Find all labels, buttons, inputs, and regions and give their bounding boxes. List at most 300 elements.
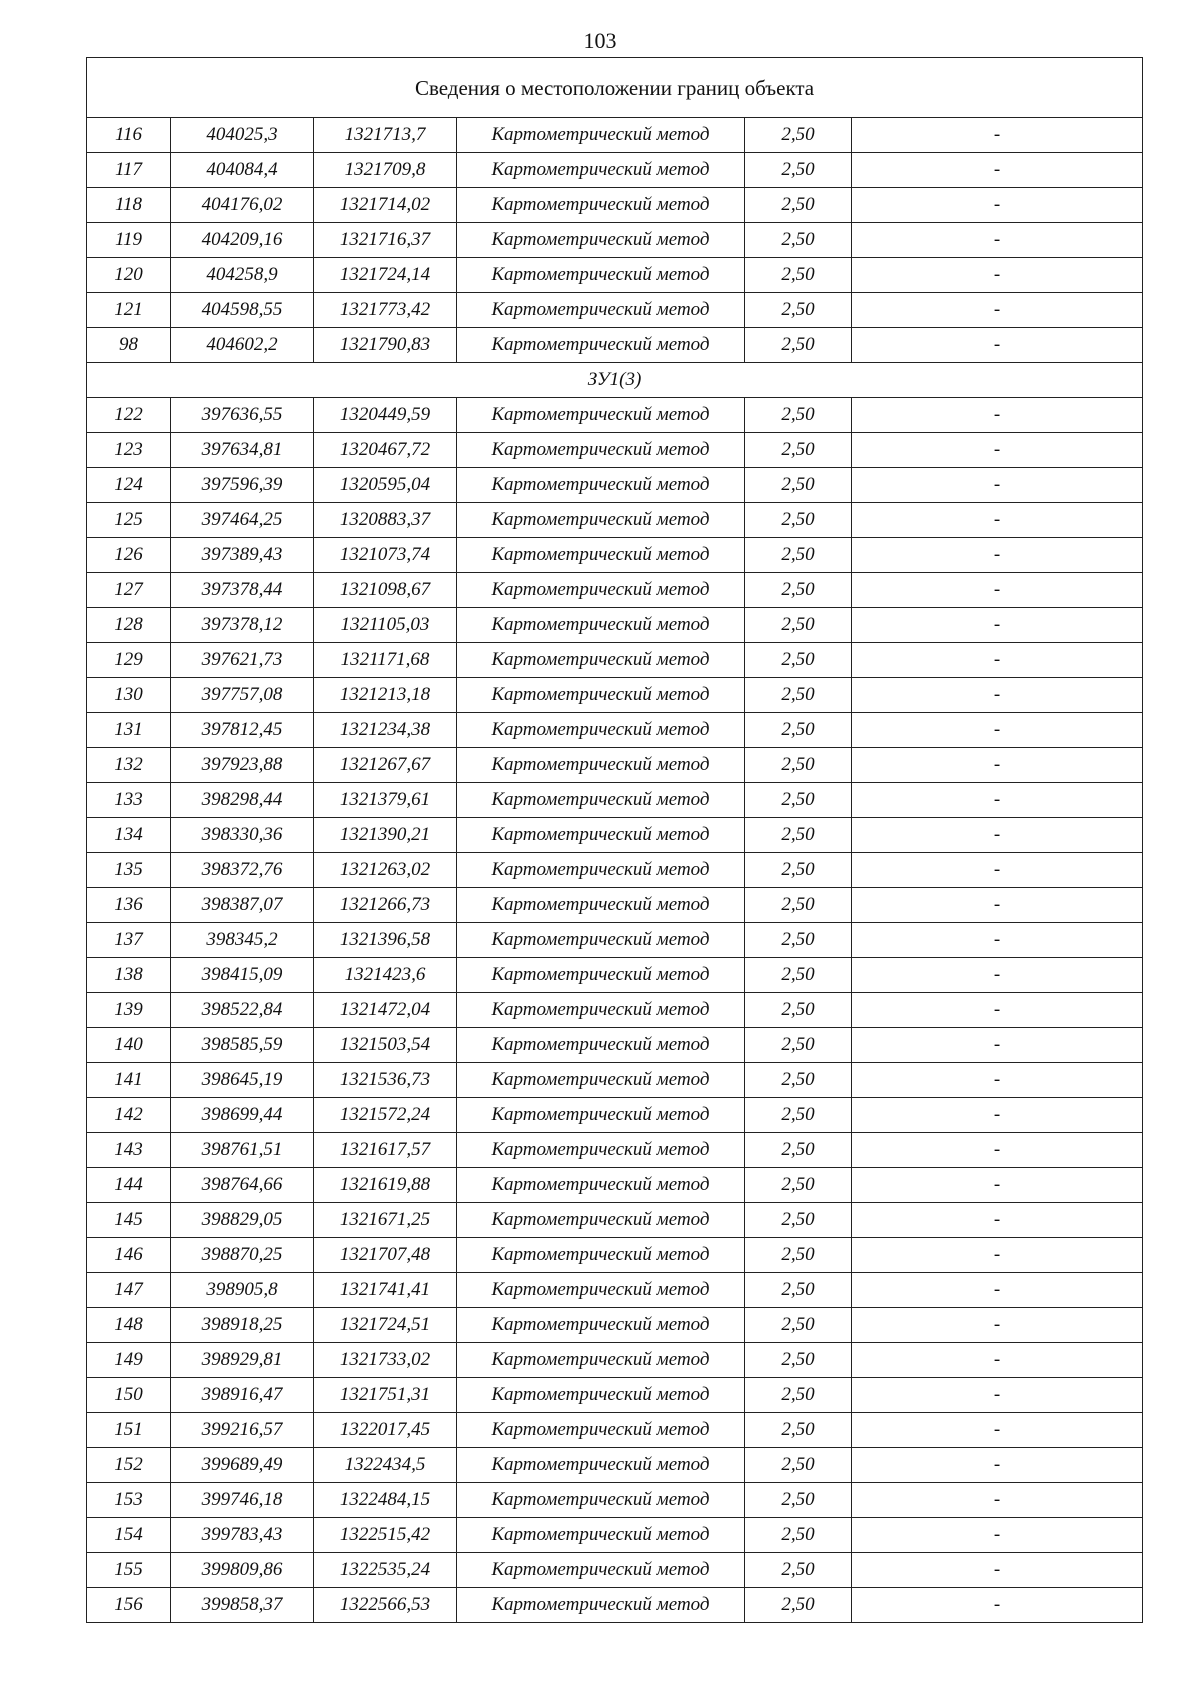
accuracy-cell: 2,50 [745, 1343, 852, 1378]
method-cell: Картометрический метод [457, 923, 745, 958]
x-coordinate-cell: 398929,81 [171, 1343, 314, 1378]
note-cell: - [852, 153, 1143, 188]
x-coordinate-cell: 404258,9 [171, 258, 314, 293]
method-cell: Картометрический метод [457, 1413, 745, 1448]
method-cell: Картометрический метод [457, 888, 745, 923]
point-number-cell: 118 [87, 188, 171, 223]
table-row [87, 1343, 1143, 1378]
x-coordinate-cell: 397389,43 [171, 538, 314, 573]
point-number-cell: 135 [87, 853, 171, 888]
method-cell: Картометрический метод [457, 1378, 745, 1413]
table-row [87, 398, 1143, 433]
note-cell: - [852, 433, 1143, 468]
accuracy-cell: 2,50 [745, 538, 852, 573]
note-cell: - [852, 888, 1143, 923]
y-coordinate-cell: 1321379,61 [314, 783, 457, 818]
accuracy-cell: 2,50 [745, 1203, 852, 1238]
point-number-cell: 123 [87, 433, 171, 468]
accuracy-cell: 2,50 [745, 783, 852, 818]
x-coordinate-cell: 398761,51 [171, 1133, 314, 1168]
table-row [87, 1483, 1143, 1518]
y-coordinate-cell: 1321423,6 [314, 958, 457, 993]
x-coordinate-cell: 404176,02 [171, 188, 314, 223]
method-cell: Картометрический метод [457, 1343, 745, 1378]
point-number-cell: 148 [87, 1308, 171, 1343]
method-cell: Картометрический метод [457, 1098, 745, 1133]
point-number-cell: 138 [87, 958, 171, 993]
method-cell: Картометрический метод [457, 1483, 745, 1518]
note-cell: - [852, 1308, 1143, 1343]
method-cell: Картометрический метод [457, 1028, 745, 1063]
point-number-cell: 152 [87, 1448, 171, 1483]
y-coordinate-cell: 1321713,7 [314, 118, 457, 153]
point-number-cell: 140 [87, 1028, 171, 1063]
table-row [87, 1063, 1143, 1098]
boundary-coordinates-table [86, 57, 1143, 1623]
table-row [87, 678, 1143, 713]
method-cell: Картометрический метод [457, 293, 745, 328]
table-row [87, 958, 1143, 993]
point-number-cell: 132 [87, 748, 171, 783]
method-cell: Картометрический метод [457, 643, 745, 678]
accuracy-cell: 2,50 [745, 503, 852, 538]
y-coordinate-cell: 1321503,54 [314, 1028, 457, 1063]
method-cell: Картометрический метод [457, 153, 745, 188]
y-coordinate-cell: 1321716,37 [314, 223, 457, 258]
point-number-cell: 130 [87, 678, 171, 713]
section-row [87, 363, 1143, 398]
accuracy-cell: 2,50 [745, 1553, 852, 1588]
y-coordinate-cell: 1320449,59 [314, 398, 457, 433]
y-coordinate-cell: 1321171,68 [314, 643, 457, 678]
accuracy-cell: 2,50 [745, 608, 852, 643]
x-coordinate-cell: 397464,25 [171, 503, 314, 538]
x-coordinate-cell: 399783,43 [171, 1518, 314, 1553]
accuracy-cell: 2,50 [745, 1483, 852, 1518]
table-row [87, 643, 1143, 678]
y-coordinate-cell: 1321073,74 [314, 538, 457, 573]
point-number-cell: 131 [87, 713, 171, 748]
accuracy-cell: 2,50 [745, 188, 852, 223]
note-cell: - [852, 923, 1143, 958]
method-cell: Картометрический метод [457, 748, 745, 783]
method-cell: Картометрический метод [457, 258, 745, 293]
accuracy-cell: 2,50 [745, 1518, 852, 1553]
note-cell: - [852, 118, 1143, 153]
y-coordinate-cell: 1321751,31 [314, 1378, 457, 1413]
y-coordinate-cell: 1320467,72 [314, 433, 457, 468]
table-row [87, 118, 1143, 153]
x-coordinate-cell: 399809,86 [171, 1553, 314, 1588]
y-coordinate-cell: 1322017,45 [314, 1413, 457, 1448]
x-coordinate-cell: 399858,37 [171, 1588, 314, 1623]
method-cell: Картометрический метод [457, 468, 745, 503]
x-coordinate-cell: 398764,66 [171, 1168, 314, 1203]
table-row [87, 1098, 1143, 1133]
y-coordinate-cell: 1322566,53 [314, 1588, 457, 1623]
note-cell: - [852, 993, 1143, 1028]
table-row [87, 1168, 1143, 1203]
note-cell: - [852, 958, 1143, 993]
point-number-cell: 122 [87, 398, 171, 433]
method-cell: Картометрический метод [457, 328, 745, 363]
method-cell: Картометрический метод [457, 1203, 745, 1238]
method-cell: Картометрический метод [457, 398, 745, 433]
y-coordinate-cell: 1322535,24 [314, 1553, 457, 1588]
y-coordinate-cell: 1322434,5 [314, 1448, 457, 1483]
point-number-cell: 144 [87, 1168, 171, 1203]
x-coordinate-cell: 398870,25 [171, 1238, 314, 1273]
x-coordinate-cell: 398585,59 [171, 1028, 314, 1063]
x-coordinate-cell: 397757,08 [171, 678, 314, 713]
accuracy-cell: 2,50 [745, 1238, 852, 1273]
accuracy-cell: 2,50 [745, 1378, 852, 1413]
point-number-cell: 153 [87, 1483, 171, 1518]
method-cell: Картометрический метод [457, 713, 745, 748]
method-cell: Картометрический метод [457, 223, 745, 258]
method-cell: Картометрический метод [457, 853, 745, 888]
table-row [87, 1028, 1143, 1063]
x-coordinate-cell: 397636,55 [171, 398, 314, 433]
x-coordinate-cell: 399746,18 [171, 1483, 314, 1518]
method-cell: Картометрический метод [457, 1063, 745, 1098]
note-cell: - [852, 1098, 1143, 1133]
y-coordinate-cell: 1321733,02 [314, 1343, 457, 1378]
x-coordinate-cell: 404209,16 [171, 223, 314, 258]
note-cell: - [852, 608, 1143, 643]
table-row [87, 258, 1143, 293]
method-cell: Картометрический метод [457, 1518, 745, 1553]
y-coordinate-cell: 1321709,8 [314, 153, 457, 188]
x-coordinate-cell: 397621,73 [171, 643, 314, 678]
point-number-cell: 136 [87, 888, 171, 923]
accuracy-cell: 2,50 [745, 713, 852, 748]
note-cell: - [852, 293, 1143, 328]
accuracy-cell: 2,50 [745, 1413, 852, 1448]
point-number-cell: 150 [87, 1378, 171, 1413]
note-cell: - [852, 573, 1143, 608]
y-coordinate-cell: 1321714,02 [314, 188, 457, 223]
x-coordinate-cell: 398699,44 [171, 1098, 314, 1133]
method-cell: Картометрический метод [457, 1133, 745, 1168]
table-row [87, 1378, 1143, 1413]
y-coordinate-cell: 1321790,83 [314, 328, 457, 363]
x-coordinate-cell: 404084,4 [171, 153, 314, 188]
note-cell: - [852, 468, 1143, 503]
table-row [87, 223, 1143, 258]
accuracy-cell: 2,50 [745, 1448, 852, 1483]
y-coordinate-cell: 1321267,67 [314, 748, 457, 783]
note-cell: - [852, 398, 1143, 433]
note-cell: - [852, 678, 1143, 713]
table-row [87, 468, 1143, 503]
table-title-row [87, 58, 1143, 118]
accuracy-cell: 2,50 [745, 923, 852, 958]
x-coordinate-cell: 398298,44 [171, 783, 314, 818]
table-row [87, 1238, 1143, 1273]
x-coordinate-cell: 404602,2 [171, 328, 314, 363]
point-number-cell: 156 [87, 1588, 171, 1623]
method-cell: Картометрический метод [457, 818, 745, 853]
y-coordinate-cell: 1321741,41 [314, 1273, 457, 1308]
accuracy-cell: 2,50 [745, 853, 852, 888]
table-row [87, 818, 1143, 853]
method-cell: Картометрический метод [457, 118, 745, 153]
note-cell: - [852, 1028, 1143, 1063]
y-coordinate-cell: 1321098,67 [314, 573, 457, 608]
table-row [87, 783, 1143, 818]
y-coordinate-cell: 1321266,73 [314, 888, 457, 923]
note-cell: - [852, 1133, 1143, 1168]
table-row [87, 888, 1143, 923]
note-cell: - [852, 1168, 1143, 1203]
note-cell: - [852, 1588, 1143, 1623]
table-row [87, 853, 1143, 888]
method-cell: Картометрический метод [457, 188, 745, 223]
method-cell: Картометрический метод [457, 993, 745, 1028]
note-cell: - [852, 1448, 1143, 1483]
x-coordinate-cell: 398916,47 [171, 1378, 314, 1413]
table-row [87, 1588, 1143, 1623]
point-number-cell: 139 [87, 993, 171, 1028]
point-number-cell: 129 [87, 643, 171, 678]
accuracy-cell: 2,50 [745, 1098, 852, 1133]
table-row [87, 433, 1143, 468]
y-coordinate-cell: 1320595,04 [314, 468, 457, 503]
x-coordinate-cell: 399689,49 [171, 1448, 314, 1483]
y-coordinate-cell: 1321536,73 [314, 1063, 457, 1098]
method-cell: Картометрический метод [457, 1238, 745, 1273]
table-row [87, 153, 1143, 188]
table-row [87, 538, 1143, 573]
point-number-cell: 142 [87, 1098, 171, 1133]
y-coordinate-cell: 1321263,02 [314, 853, 457, 888]
table-row [87, 1553, 1143, 1588]
y-coordinate-cell: 1321617,57 [314, 1133, 457, 1168]
table-row [87, 1308, 1143, 1343]
accuracy-cell: 2,50 [745, 468, 852, 503]
method-cell: Картометрический метод [457, 573, 745, 608]
accuracy-cell: 2,50 [745, 1273, 852, 1308]
x-coordinate-cell: 397378,44 [171, 573, 314, 608]
accuracy-cell: 2,50 [745, 398, 852, 433]
table-row [87, 1133, 1143, 1168]
note-cell: - [852, 818, 1143, 853]
point-number-cell: 155 [87, 1553, 171, 1588]
note-cell: - [852, 853, 1143, 888]
table-row [87, 573, 1143, 608]
point-number-cell: 141 [87, 1063, 171, 1098]
accuracy-cell: 2,50 [745, 293, 852, 328]
note-cell: - [852, 1273, 1143, 1308]
method-cell: Картометрический метод [457, 678, 745, 713]
y-coordinate-cell: 1321773,42 [314, 293, 457, 328]
note-cell: - [852, 1063, 1143, 1098]
x-coordinate-cell: 398829,05 [171, 1203, 314, 1238]
x-coordinate-cell: 399216,57 [171, 1413, 314, 1448]
method-cell: Картометрический метод [457, 1553, 745, 1588]
x-coordinate-cell: 398345,2 [171, 923, 314, 958]
table-row [87, 923, 1143, 958]
accuracy-cell: 2,50 [745, 1028, 852, 1063]
accuracy-cell: 2,50 [745, 1168, 852, 1203]
x-coordinate-cell: 404598,55 [171, 293, 314, 328]
note-cell: - [852, 1378, 1143, 1413]
table-row [87, 503, 1143, 538]
point-number-cell: 151 [87, 1413, 171, 1448]
y-coordinate-cell: 1321619,88 [314, 1168, 457, 1203]
point-number-cell: 154 [87, 1518, 171, 1553]
page-number: 103 [583, 28, 617, 53]
note-cell: - [852, 223, 1143, 258]
x-coordinate-cell: 398905,8 [171, 1273, 314, 1308]
note-cell: - [852, 713, 1143, 748]
point-number-cell: 149 [87, 1343, 171, 1378]
accuracy-cell: 2,50 [745, 1308, 852, 1343]
method-cell: Картометрический метод [457, 1168, 745, 1203]
point-number-cell: 125 [87, 503, 171, 538]
table-title: Сведения о местоположении границ объекта [87, 58, 1143, 118]
accuracy-cell: 2,50 [745, 433, 852, 468]
point-number-cell: 117 [87, 153, 171, 188]
y-coordinate-cell: 1321390,21 [314, 818, 457, 853]
accuracy-cell: 2,50 [745, 888, 852, 923]
accuracy-cell: 2,50 [745, 573, 852, 608]
accuracy-cell: 2,50 [745, 258, 852, 293]
table-body [87, 58, 1143, 1623]
point-number-cell: 120 [87, 258, 171, 293]
note-cell: - [852, 748, 1143, 783]
y-coordinate-cell: 1320883,37 [314, 503, 457, 538]
point-number-cell: 127 [87, 573, 171, 608]
note-cell: - [852, 1413, 1143, 1448]
note-cell: - [852, 783, 1143, 818]
point-number-cell: 121 [87, 293, 171, 328]
note-cell: - [852, 1343, 1143, 1378]
note-cell: - [852, 258, 1143, 293]
y-coordinate-cell: 1321234,38 [314, 713, 457, 748]
point-number-cell: 98 [87, 328, 171, 363]
point-number-cell: 116 [87, 118, 171, 153]
x-coordinate-cell: 398330,36 [171, 818, 314, 853]
table-row [87, 1518, 1143, 1553]
y-coordinate-cell: 1321213,18 [314, 678, 457, 713]
note-cell: - [852, 1483, 1143, 1518]
point-number-cell: 147 [87, 1273, 171, 1308]
accuracy-cell: 2,50 [745, 1133, 852, 1168]
y-coordinate-cell: 1322515,42 [314, 1518, 457, 1553]
note-cell: - [852, 1203, 1143, 1238]
method-cell: Картометрический метод [457, 783, 745, 818]
accuracy-cell: 2,50 [745, 223, 852, 258]
note-cell: - [852, 1238, 1143, 1273]
accuracy-cell: 2,50 [745, 748, 852, 783]
table-row [87, 188, 1143, 223]
point-number-cell: 145 [87, 1203, 171, 1238]
y-coordinate-cell: 1321105,03 [314, 608, 457, 643]
point-number-cell: 133 [87, 783, 171, 818]
table-row [87, 608, 1143, 643]
table-row [87, 1273, 1143, 1308]
note-cell: - [852, 643, 1143, 678]
method-cell: Картометрический метод [457, 1273, 745, 1308]
y-coordinate-cell: 1321707,48 [314, 1238, 457, 1273]
y-coordinate-cell: 1321671,25 [314, 1203, 457, 1238]
accuracy-cell: 2,50 [745, 153, 852, 188]
table-row [87, 328, 1143, 363]
x-coordinate-cell: 397923,88 [171, 748, 314, 783]
table-row [87, 1413, 1143, 1448]
accuracy-cell: 2,50 [745, 1588, 852, 1623]
method-cell: Картометрический метод [457, 538, 745, 573]
y-coordinate-cell: 1322484,15 [314, 1483, 457, 1518]
x-coordinate-cell: 397378,12 [171, 608, 314, 643]
accuracy-cell: 2,50 [745, 328, 852, 363]
point-number-cell: 134 [87, 818, 171, 853]
x-coordinate-cell: 397634,81 [171, 433, 314, 468]
note-cell: - [852, 503, 1143, 538]
method-cell: Картометрический метод [457, 958, 745, 993]
note-cell: - [852, 328, 1143, 363]
section-label: ЗУ1(3) [87, 363, 1143, 398]
x-coordinate-cell: 397812,45 [171, 713, 314, 748]
accuracy-cell: 2,50 [745, 1063, 852, 1098]
table-row [87, 293, 1143, 328]
method-cell: Картометрический метод [457, 608, 745, 643]
accuracy-cell: 2,50 [745, 118, 852, 153]
point-number-cell: 124 [87, 468, 171, 503]
accuracy-cell: 2,50 [745, 678, 852, 713]
x-coordinate-cell: 398522,84 [171, 993, 314, 1028]
y-coordinate-cell: 1321472,04 [314, 993, 457, 1028]
accuracy-cell: 2,50 [745, 993, 852, 1028]
point-number-cell: 128 [87, 608, 171, 643]
method-cell: Картометрический метод [457, 1308, 745, 1343]
accuracy-cell: 2,50 [745, 818, 852, 853]
table-row [87, 993, 1143, 1028]
point-number-cell: 126 [87, 538, 171, 573]
point-number-cell: 143 [87, 1133, 171, 1168]
table-row [87, 1203, 1143, 1238]
method-cell: Картометрический метод [457, 1448, 745, 1483]
method-cell: Картометрический метод [457, 1588, 745, 1623]
y-coordinate-cell: 1321396,58 [314, 923, 457, 958]
table-row [87, 713, 1143, 748]
x-coordinate-cell: 397596,39 [171, 468, 314, 503]
note-cell: - [852, 538, 1143, 573]
accuracy-cell: 2,50 [745, 958, 852, 993]
point-number-cell: 137 [87, 923, 171, 958]
x-coordinate-cell: 398415,09 [171, 958, 314, 993]
y-coordinate-cell: 1321724,51 [314, 1308, 457, 1343]
note-cell: - [852, 188, 1143, 223]
x-coordinate-cell: 404025,3 [171, 118, 314, 153]
x-coordinate-cell: 398918,25 [171, 1308, 314, 1343]
table-row [87, 748, 1143, 783]
y-coordinate-cell: 1321724,14 [314, 258, 457, 293]
method-cell: Картометрический метод [457, 503, 745, 538]
method-cell: Картометрический метод [457, 433, 745, 468]
x-coordinate-cell: 398372,76 [171, 853, 314, 888]
table-row [87, 1448, 1143, 1483]
accuracy-cell: 2,50 [745, 643, 852, 678]
point-number-cell: 146 [87, 1238, 171, 1273]
note-cell: - [852, 1518, 1143, 1553]
x-coordinate-cell: 398645,19 [171, 1063, 314, 1098]
y-coordinate-cell: 1321572,24 [314, 1098, 457, 1133]
x-coordinate-cell: 398387,07 [171, 888, 314, 923]
point-number-cell: 119 [87, 223, 171, 258]
